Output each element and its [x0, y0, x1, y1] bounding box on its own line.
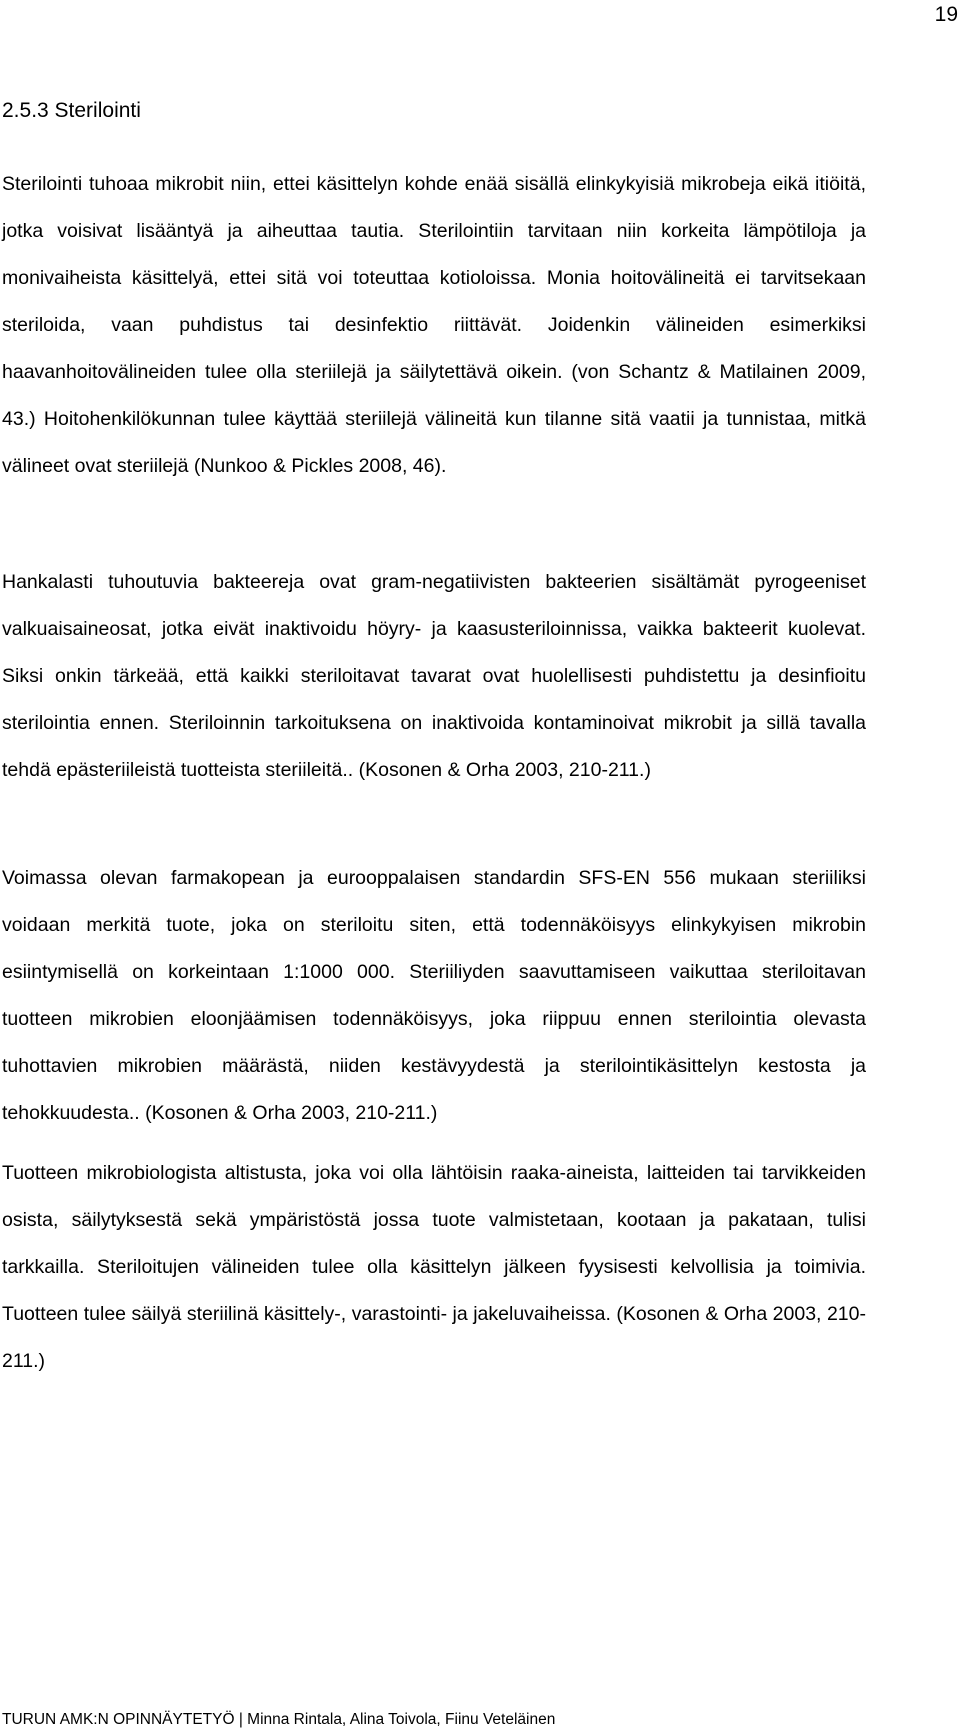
- paragraph-text: Sterilointi tuhoaa mikrobit niin, ettei käsittelyn kohde enää sisällä elinkykyisiä mikrobeja eikä itiöitä, jotka voisivat lisääntyä ja aiheuttaa tautia. Sterilointiin tarvitaan niin korkeita lämpötiloja ja monivaiheista käsittelyä, ettei sitä voi toteuttaa kotioloissa. Monia hoitovälineitä ei tarvitsekaan steriloida, vaan puhdistus tai desinfektio riittävät. Joidenkin välineiden esimerkiksi haavanhoitovälineiden tulee olla steriilejä ja säilytettävä oikein. (von Schantz & Matilainen 2009, 43.) Hoitohenkilökunnan tulee käyttää steriilejä välineitä kun tilanne sitä vaatii ja tunnistaa, mitkä välineet ovat steriilejä (Nunkoo & Pickles 2008, 46).: [2, 173, 866, 477]
- page-number: 19: [934, 3, 958, 26]
- paragraph-text: Hankalasti tuhoutuvia bakteereja ovat gram-negatiivisten bakteerien sisältämät pyrogeeniset valkuaisaineosat, jotka eivät inaktivoidu höyry- ja kaasusteriloinnissa, vaikka bakteerit kuolevat. Siksi onkin tärkeää, että kaikki steriloitavat tavarat ovat huolellisesti puhdistettu ja desinfioitu sterilointia ennen. Steriloinnin tarkoituksena on inaktivoida kontaminoivat mikrobit ja sillä tavalla tehdä epästeriileistä tuotteista steriileitä.. (Kosonen & Orha 2003, 210-211.): [2, 571, 866, 781]
- body-paragraph-1: [2, 161, 866, 490]
- paragraph-text: Tuotteen mikrobiologista altistusta, joka voi olla lähtöisin raaka-aineista, laitteiden tai tarvikkeiden osista, säilytyksestä sekä ympäristöstä jossa tuote valmistetaan, kootaan ja pakataan, tulisi tarkkailla. Steriloitujen välineiden tulee olla käsittelyn jälkeen fyysisesti kelvollisia ja toimivia. Tuotteen tulee säilyä steriilinä käsittely-, varastointi- ja jakeluvaiheissa. (Kosonen & Orha 2003, 210-211.): [2, 1162, 866, 1372]
- paragraph-text: Voimassa olevan farmakopean ja eurooppalaisen standardin SFS-EN 556 mukaan steriiliksi voidaan merkitä tuote, joka on steriloitu siten, että todennäköisyys elinkykyisen mikrobin esiintymisellä on korkeintaan 1:1000 000. Steriiliyden saavuttamiseen vaikuttaa steriloitavan tuotteen mikrobien eloonjäämisen todennäköisyys, joka riippuu ennen sterilointia olevasta tuhottavien mikrobien määrästä, niiden kestävyydestä ja sterilointikäsittelyn kestosta ja tehokkuudesta.. (Kosonen & Orha 2003, 210-211.): [2, 867, 866, 1124]
- body-paragraph-2: [2, 559, 866, 794]
- page-footer: TURUN AMK:N OPINNÄYTETYÖ | Minna Rintala, Alina Toivola, Fiinu Veteläinen: [2, 1711, 556, 1728]
- body-paragraph-4: [2, 1150, 866, 1385]
- section-heading: 2.5.3 Sterilointi: [2, 99, 141, 122]
- body-paragraph-3: [2, 855, 866, 1137]
